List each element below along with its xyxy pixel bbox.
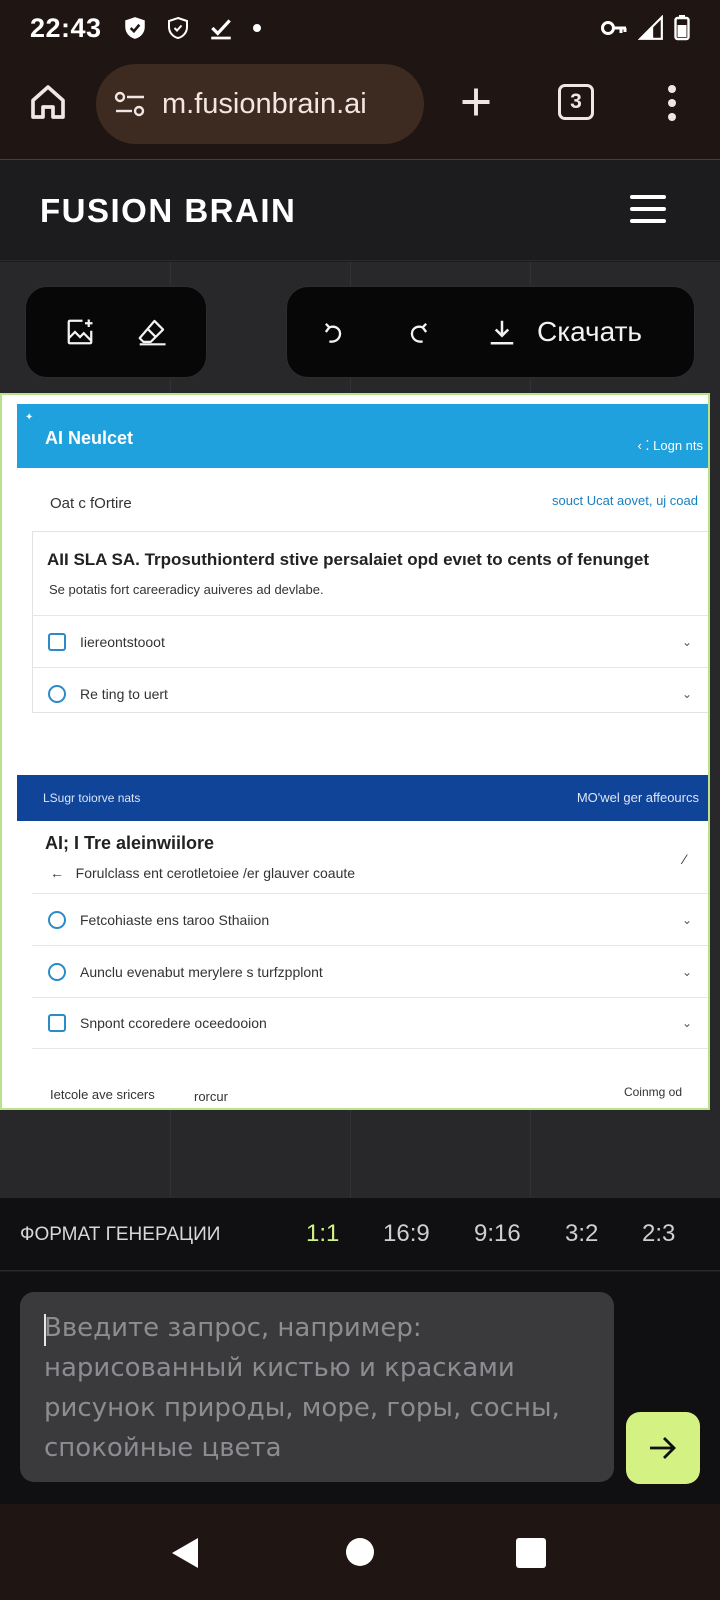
new-tab-icon[interactable] <box>458 84 494 120</box>
status-time: 22:43 <box>30 12 102 43</box>
download-done-icon <box>208 15 234 41</box>
image-list-item <box>32 615 710 667</box>
download-icon[interactable] <box>485 315 519 349</box>
eraser-icon[interactable] <box>135 315 169 349</box>
shield-outline-icon <box>166 15 190 41</box>
download-button[interactable]: Скачать <box>537 316 642 347</box>
add-image-icon[interactable] <box>63 315 97 349</box>
history-toolbar <box>286 286 695 378</box>
format-label: ФОРМАТ ГЕНЕРАЦИИ <box>20 1224 221 1245</box>
image-list-item <box>32 997 710 1049</box>
image-section-subtitle <box>50 865 355 881</box>
edit-toolbar <box>25 286 207 378</box>
back-icon[interactable] <box>170 1536 200 1570</box>
image-card-title: AII SLA SA. Trposuthionterd stive persalaiet opd evıet to cents of fenunget <box>47 550 650 569</box>
generate-button[interactable] <box>626 1412 700 1484</box>
address-bar[interactable] <box>96 64 424 144</box>
collapse-icon: ⁄ <box>683 851 686 867</box>
signal-icon <box>638 15 664 41</box>
browser-toolbar <box>0 56 720 160</box>
format-option-3-2[interactable]: 3:2 <box>565 1220 599 1247</box>
status-bar <box>0 0 720 56</box>
clock-icon <box>48 963 66 981</box>
image-header-right: ‹ ⁚ Logn nts <box>637 438 703 453</box>
image-section-subtitle-text: Forulclass ent cerotletoiee /er glauver coaute <box>75 865 356 881</box>
site-settings-icon[interactable] <box>114 90 146 118</box>
hamburger-menu-icon[interactable] <box>630 195 666 223</box>
image-footer-mid: rorcur <box>194 1089 228 1104</box>
image-list-item <box>32 945 710 997</box>
image-list-item-label: Snpont ccoredere oceedooion <box>80 1015 267 1031</box>
format-option-16-9[interactable]: 16:9 <box>383 1220 430 1247</box>
status-notification-icons <box>122 15 262 41</box>
url-text[interactable]: m.fusionbrain.ai <box>162 87 367 120</box>
user-icon <box>48 685 66 703</box>
image-footer-left: Ietcole ave sricers <box>50 1087 155 1102</box>
recents-icon[interactable] <box>516 1538 546 1568</box>
vpn-key-icon <box>600 17 628 39</box>
status-system-icons <box>600 15 690 41</box>
format-option-1-1[interactable]: 1:1 <box>306 1220 340 1247</box>
image-blue-band <box>17 775 710 821</box>
text-caret <box>44 1314 46 1346</box>
image-band-right: MO'wel ger affeourcs <box>576 790 699 805</box>
document-icon <box>48 633 66 651</box>
format-bar <box>0 1198 720 1271</box>
image-header-title: AI Neulcet <box>45 428 134 448</box>
home-icon[interactable] <box>28 82 68 122</box>
generated-image[interactable] <box>0 393 710 1110</box>
home-nav-icon[interactable] <box>346 1538 374 1566</box>
chevron-down-icon: ⌄ <box>681 912 692 927</box>
arrow-right-icon <box>648 1435 678 1461</box>
arrow-left-icon: ← <box>50 865 76 881</box>
system-nav-bar <box>0 1504 720 1600</box>
chat-icon <box>48 911 66 929</box>
dot-icon <box>252 23 262 33</box>
chevron-down-icon: ⌄ <box>681 686 692 701</box>
image-sub-right: souct Ucat aovet, uj coad <box>552 493 698 508</box>
chevron-down-icon: ⌄ <box>681 964 692 979</box>
battery-icon <box>674 15 690 41</box>
image-list-item-label: Fetcohiaste ens taroo Sthaiion <box>80 911 270 928</box>
format-option-2-3[interactable]: 2:3 <box>642 1220 676 1247</box>
more-options-icon[interactable] <box>662 84 682 122</box>
image-list-item-label: Re ting to uert <box>80 685 168 702</box>
undo-icon[interactable] <box>317 315 351 349</box>
image-sub-left: Oat c fOrtire <box>50 495 132 512</box>
image-list-item-label: Iiereontstooot <box>80 633 165 650</box>
shield-check-icon <box>122 15 148 41</box>
image-band-left: LSugr toiorve nats <box>43 791 141 805</box>
image-card-subtitle: Se potatis fort careeradicy auiveres ad devlabe. <box>49 582 324 597</box>
prompt-area <box>0 1272 720 1504</box>
sparkle-icon: ✦ <box>25 412 34 423</box>
prompt-input[interactable] <box>44 1308 590 1482</box>
image-footer-right: Coinmg od <box>623 1085 682 1099</box>
image-section-title: AI; I Tre aleinwiilore <box>45 833 215 853</box>
image-list-item <box>32 893 710 945</box>
format-option-9-16[interactable]: 9:16 <box>474 1220 521 1247</box>
chevron-down-icon: ⌄ <box>681 634 692 649</box>
brand-logo-text[interactable]: FUSION BRAIN <box>40 191 297 229</box>
redo-icon[interactable] <box>401 315 435 349</box>
tab-switcher-button[interactable]: 3 <box>558 84 594 120</box>
prompt-box[interactable] <box>20 1292 614 1482</box>
chevron-down-icon: ⌄ <box>681 1016 692 1030</box>
phone-icon <box>48 1014 66 1032</box>
image-list-item-label: Aunclu evenabut merylere s turfzpplont <box>80 963 323 980</box>
site-header <box>0 161 720 261</box>
image-header-bar <box>17 404 710 468</box>
image-list-item <box>32 667 710 719</box>
